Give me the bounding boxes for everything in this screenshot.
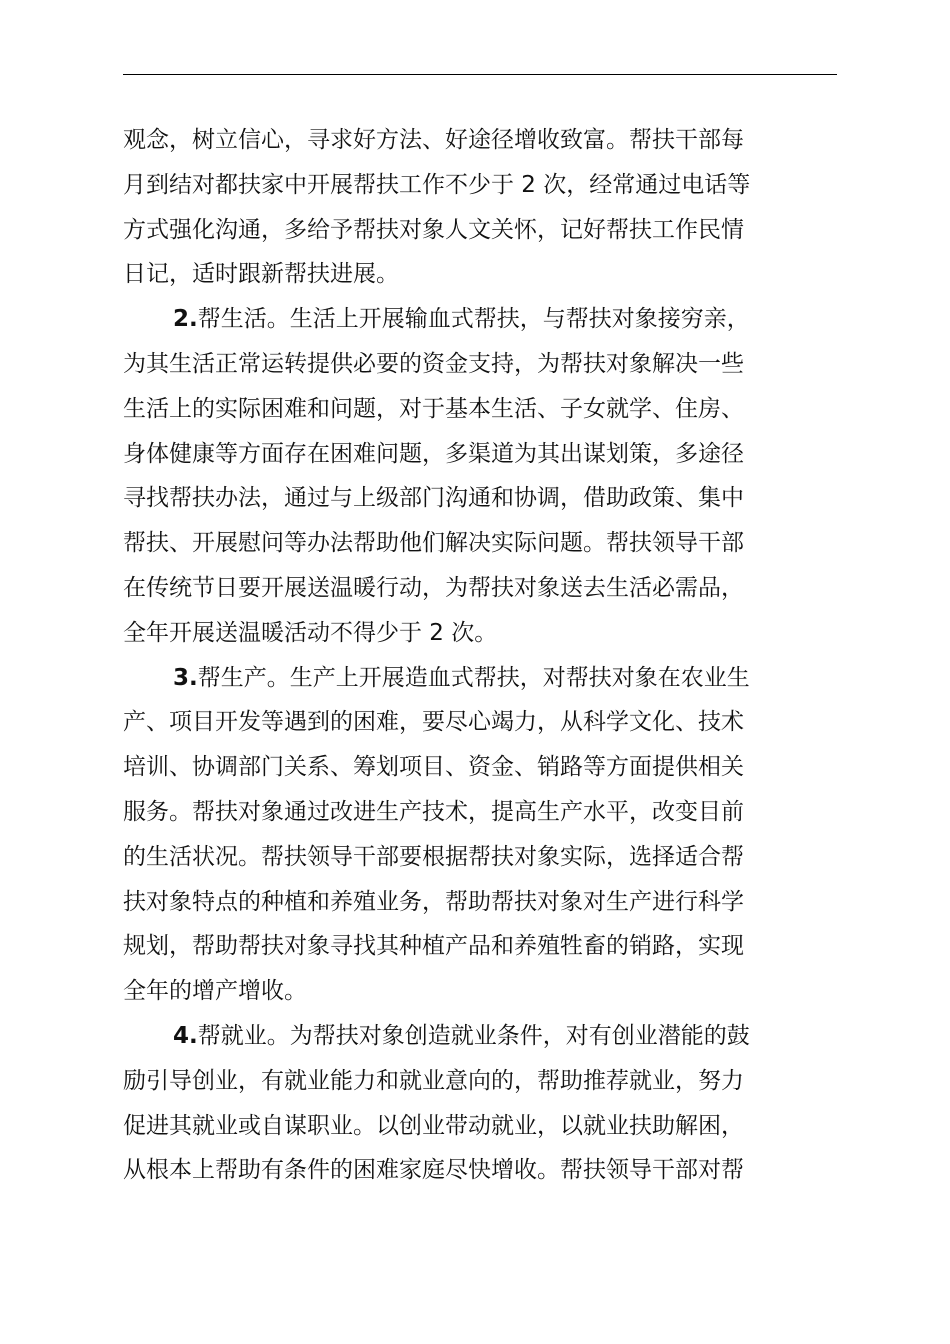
- document-body: [123, 118, 843, 1193]
- paragraph-line: 从根本上帮助有条件的困难家庭尽快增收。帮扶领导干部对帮: [123, 1157, 744, 1184]
- paragraph-line-text: 帮就业。为帮扶对象创造就业条件，对有创业潜能的鼓: [197, 1022, 750, 1049]
- paragraph-line-text: 帮生产。生产上开展造血式帮扶，对帮扶对象在农业生: [197, 664, 750, 691]
- item-number: 3.: [173, 664, 198, 691]
- paragraph-line: 的生活状况。帮扶领导干部要根据帮扶对象实际，选择适合帮: [123, 843, 744, 870]
- paragraph-line: 全年的增产增收。: [123, 978, 307, 1005]
- paragraph-1: [123, 118, 843, 297]
- paragraph-line: 产、项目开发等遇到的困难，要尽心竭力，从科学文化、技术: [123, 709, 744, 736]
- paragraph-first-line: [123, 297, 843, 342]
- paragraph-first-line: [123, 1014, 843, 1059]
- paragraph-line: 服务。帮扶对象通过改进生产技术，提高生产水平，改变目前: [123, 798, 744, 825]
- paragraph-line: 为其生活正常运转提供必要的资金支持，为帮扶对象解决一些: [123, 350, 744, 377]
- item-number: 2.: [173, 306, 198, 333]
- paragraph-line: 月到结对都扶家中开展帮扶工作不少于 2 次，经常通过电话等: [123, 171, 751, 198]
- paragraph-2: [123, 297, 843, 655]
- paragraph-first-line: [123, 656, 843, 701]
- paragraph-line: 励引导创业，有就业能力和就业意向的，帮助推荐就业，努力: [123, 1067, 744, 1094]
- paragraph-line: 扶对象特点的种植和养殖业务，帮助帮扶对象对生产进行科学: [123, 888, 744, 915]
- paragraph-line: 观念，树立信心，寻求好方法、好途径增收致富。帮扶干部每: [123, 127, 744, 153]
- paragraph-line: 寻找帮扶办法，通过与上级部门沟通和协调，借助政策、集中: [123, 485, 744, 512]
- paragraph-line: 生活上的实际困难和问题，对于基本生活、子女就学、住房、: [123, 395, 744, 422]
- paragraph-line: 日记，适时跟新帮扶进展。: [123, 261, 399, 288]
- item-number: 4.: [173, 1022, 198, 1049]
- paragraph-4: [123, 1014, 843, 1193]
- paragraph-line-text: 帮生活。生活上开展输血式帮扶，与帮扶对象接穷亲，: [197, 306, 750, 333]
- paragraph-3: [123, 656, 843, 1014]
- paragraph-line: 身体健康等方面存在困难问题，多渠道为其出谋划策，多途径: [123, 440, 744, 467]
- paragraph-line: 全年开展送温暖活动不得少于 2 次。: [123, 619, 498, 646]
- paragraph-line: 规划，帮助帮扶对象寻找其种植产品和养殖牲畜的销路，实现: [123, 933, 744, 960]
- paragraph-line: 帮扶、开展慰问等办法帮助他们解决实际问题。帮扶领导干部: [123, 530, 744, 557]
- header-rule: [123, 74, 837, 75]
- paragraph-line: 在传统节日要开展送温暖行动，为帮扶对象送去生活必需品，: [123, 574, 744, 601]
- paragraph-line: 培训、协调部门关系、筹划项目、资金、销路等方面提供相关: [123, 754, 744, 781]
- paragraph-line: 促进其就业或自谋职业。以创业带动就业，以就业扶助解困，: [123, 1112, 744, 1139]
- paragraph-line: 方式强化沟通，多给予帮扶对象人文关怀，记好帮扶工作民情: [123, 216, 744, 243]
